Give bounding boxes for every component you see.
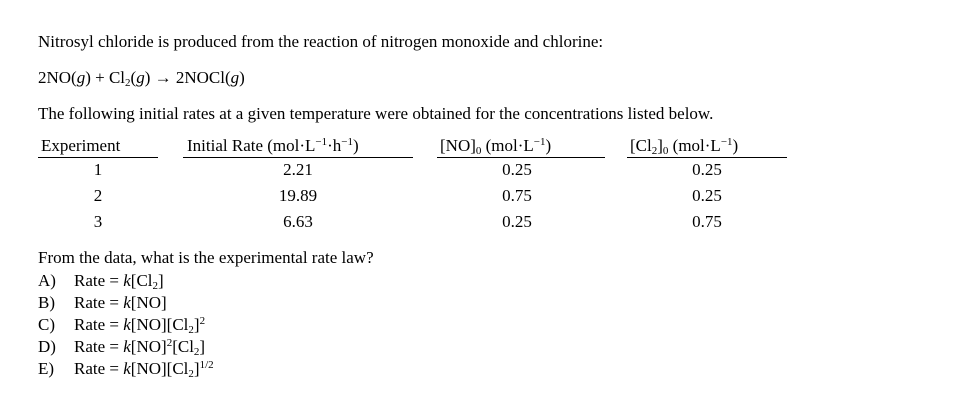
choice-letter: E) [38, 359, 55, 378]
cell-no: 0.25 [502, 160, 532, 179]
choice-d[interactable]: D) Rate = $k[NO]^2[Cl_2]$ [38, 337, 206, 358]
table-intro-text: The following initial rates at a given temperature were obtained for the concentrations listed below. [38, 104, 714, 123]
choice-e[interactable]: E) Rate = $k[NO][Cl_2]^{1/2}$ [38, 359, 214, 380]
cell-cl2: 0.25 [692, 186, 722, 205]
cell-no: 0.25 [502, 212, 532, 231]
header-no-concentration: $[NO]_0$ $(mol\cdot L^{-1})$ [440, 136, 552, 157]
cell-rate: 2.21 [283, 160, 313, 179]
header-underline-experiment [38, 157, 158, 158]
choice-b[interactable]: B) Rate = k[NO] [38, 293, 167, 312]
choice-letter: D) [38, 337, 56, 356]
question-text: From the data, what is the experimental rate law? [38, 248, 374, 267]
choice-letter: B) [38, 293, 55, 312]
header-underline-rate [183, 157, 413, 158]
header-initial-rate: Initial Rate $(mol\cdot L^{-1}\cdot h^{-1})$ [187, 136, 359, 155]
reaction-equation: $2NO(g) + Cl_2(g)$ → 2NOCl(g) [38, 68, 245, 89]
cell-experiment: 2 [93, 186, 103, 205]
cell-rate: 19.89 [278, 186, 318, 205]
header-cl2-concentration: $[Cl_2]_0$ $(mol\cdot L^{-1})$ [630, 136, 739, 157]
cell-cl2: 0.25 [692, 160, 722, 179]
cell-no: 0.75 [502, 186, 532, 205]
intro-text: Nitrosyl chloride is produced from the reaction of nitrogen monoxide and chlorine: [38, 32, 604, 51]
header-underline-cl2 [627, 157, 787, 158]
cell-experiment: 1 [93, 160, 103, 179]
cell-rate: 6.63 [283, 212, 313, 231]
choice-letter: A) [38, 271, 56, 290]
cell-cl2: 0.75 [692, 212, 722, 231]
choice-letter: C) [38, 315, 55, 334]
choice-c[interactable]: C) Rate = $k[NO][Cl_2]^2$ [38, 315, 206, 336]
header-underline-no [437, 157, 605, 158]
cell-experiment: 3 [93, 212, 103, 231]
choice-a[interactable]: A) Rate = $k[Cl_2]$ [38, 271, 164, 292]
header-experiment: Experiment [41, 136, 121, 155]
